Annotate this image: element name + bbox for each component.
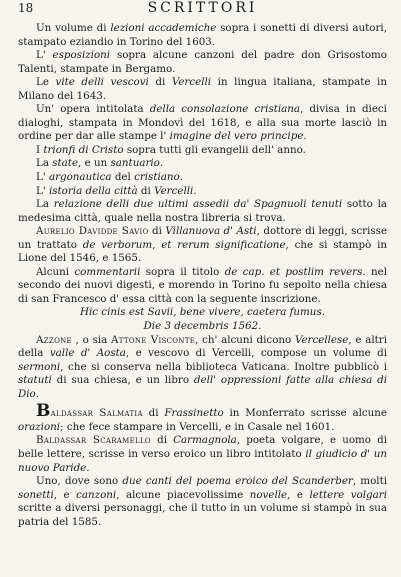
author-name: Baldassar Salmatia [36, 401, 143, 422]
paragraph [18, 22, 387, 49]
text-run: . [193, 184, 197, 197]
paragraph [18, 334, 387, 402]
text-run: sopra tutti gli evangelii dell' anno. [123, 143, 306, 156]
italic-text: valle d' Aosta [49, 347, 126, 360]
italic-text: dell' oppressioni fatte alla chiesa di Dio [18, 374, 387, 400]
italic-text: Vercelli [154, 184, 194, 197]
author-name: Baldassar Scaramello [36, 434, 151, 447]
text-run: Uno, dove sono [36, 475, 123, 488]
italic-text: Vercellese [294, 333, 349, 346]
paragraph [18, 103, 387, 144]
text-run: Le [36, 76, 56, 89]
paragraph [18, 434, 387, 475]
paragraph [18, 49, 387, 76]
italic-text: trionfi di Cristo [43, 143, 124, 156]
text-run: , e [287, 488, 310, 501]
text-run: nel secondo dei nuovi digesti, e morendo in Torino fu sepolto nella chiesa di san Francesco d' essa città con la seguente inscrizione. [18, 265, 388, 305]
italic-text: Hic cinis est Savii, bene vivere, caetera fumus. [79, 306, 325, 319]
text-run: Alcuni [36, 265, 75, 278]
text-run: di [148, 225, 166, 238]
paragraph [18, 266, 387, 307]
text-run: di [150, 434, 174, 447]
italic-text: relazione delli due ultimi assedii da' Spagnuoli tenuti [53, 198, 343, 211]
text-run: , divisa in dieci dialoghi, stampata in Mondovì del 1618, e alla sua morte lasciò in ordine per dar alle stampe l' [18, 103, 387, 143]
text-run: , dottore di leggi, scrisse un trattato [18, 225, 387, 251]
italic-text: istoria della città [48, 184, 138, 197]
italic-text: de cap. et postlim revers. [224, 265, 366, 278]
italic-text: vite delli vescovi [55, 76, 149, 89]
text-run: in Monferrato scrisse alcune [223, 407, 388, 420]
text-run: , e un [78, 157, 111, 170]
paragraph [18, 157, 387, 171]
italic-text: commentarii [74, 265, 141, 278]
text-run: L' [36, 184, 49, 197]
text-run: . [86, 461, 90, 474]
text-run: L' [36, 171, 49, 184]
italic-text: argonautica [48, 171, 112, 184]
text-run: L' [36, 49, 53, 62]
italic-text: lettere volgari [309, 488, 387, 501]
italic-text: santuario [110, 157, 160, 170]
page-header [18, 0, 387, 22]
text-run: Un volume di [36, 22, 111, 34]
italic-text: statuti [18, 374, 52, 387]
italic-text: Vercelli [171, 76, 212, 89]
text-run: di sua chiesa, e un libro [51, 374, 194, 387]
text-run: sopra il titolo [140, 265, 225, 278]
italic-text: sermoni [18, 360, 61, 373]
text-run: La [36, 157, 53, 170]
page-number: 18 [18, 1, 34, 15]
text-run: , o sia [71, 333, 112, 346]
italic-text: novelle [249, 488, 288, 501]
text-run: sopra alcune canzoni del padre don Grisostomo Talenti, stampate in Bergamo. [18, 49, 387, 75]
text-run: , poeta volgare, e uomo di belle lettere, scrisse in verso eroico un libro intitolato [18, 434, 388, 460]
text-run: di [148, 76, 172, 89]
italic-text: Die 3 decembris 1562. [143, 320, 262, 333]
running-title: SCRITTORI [147, 0, 258, 16]
text-run: sotto la medesima città, quale nella nostra libreria si trova. [18, 198, 388, 224]
paragraph [18, 306, 387, 320]
italic-text: due canti del poema eroico del Scanderber [122, 475, 353, 488]
author-name: Attone Visconte [111, 333, 196, 346]
italic-text: esposizioni [52, 49, 111, 62]
text-run: , molti [352, 475, 387, 488]
text-run: , alcune piacevolissime [116, 488, 250, 501]
italic-text: sonetti [18, 488, 54, 501]
text-run: scritte a diversi personaggi, che il tutto in un volume si stampò in sua patria del 1585. [18, 502, 387, 528]
text-run: , che si stampò in Lione del 1546, e 1565. [18, 238, 388, 265]
italic-text: cristiano [134, 171, 180, 184]
text-run: . [179, 171, 184, 184]
text-run: . [35, 387, 40, 400]
text-run: Un' opera intitolata [36, 103, 150, 116]
italic-text: canzoni [76, 488, 117, 501]
italic-text: Frassinetto [164, 407, 224, 420]
text-run: sopra i sonetti di diversi autori, stampato eziandio in Torino del 1603. [18, 22, 387, 48]
paragraph [18, 225, 387, 266]
paragraph [18, 76, 387, 103]
italic-text: Villanuova d' Asti [165, 225, 257, 238]
paragraph [18, 185, 387, 199]
text-run: . [303, 130, 307, 143]
paragraph [18, 320, 387, 334]
author-name: Aurelio Davidde Savio [36, 225, 149, 238]
text-run: , e [53, 488, 77, 501]
italic-text: della consolazione cristiana [149, 103, 301, 116]
paragraph [18, 171, 387, 185]
text-run: . [159, 157, 164, 170]
text-run: di [137, 184, 155, 197]
italic-text: state [52, 157, 79, 170]
author-name: Azzone [36, 333, 72, 346]
italic-text: il giudicio d' un nuovo Paride [18, 447, 387, 474]
page-body [18, 22, 387, 529]
text-run: , e altri della [18, 333, 387, 360]
italic-text: imagine del vero principe [169, 130, 304, 143]
italic-text: orazioni [18, 420, 61, 433]
text-run: I [36, 143, 44, 156]
text-run: del [111, 171, 135, 184]
italic-text: Carmagnola [173, 434, 237, 447]
paragraph [18, 401, 388, 434]
text-run: La [36, 198, 54, 211]
text-run: , ch' alcuni dicono [195, 333, 295, 346]
paragraph [18, 144, 387, 158]
paragraph [18, 198, 387, 225]
text-run: in lingua italiana, stampate in Milano del 1643. [18, 76, 387, 102]
italic-text: lezioni accademiche [110, 22, 217, 34]
paragraph [18, 475, 387, 529]
text-run: ; che fece stampare in Vercelli, e in Casale nel 1601. [60, 420, 335, 433]
text-run: , e vescovo di Vercelli, compose un volume di [125, 347, 387, 360]
text-run: , che si conserva nella biblioteca Vaticana. Inoltre pubblicò i [60, 360, 387, 373]
text-run: di [142, 407, 165, 420]
italic-text: de verborum, et rerum significatione [82, 238, 286, 251]
